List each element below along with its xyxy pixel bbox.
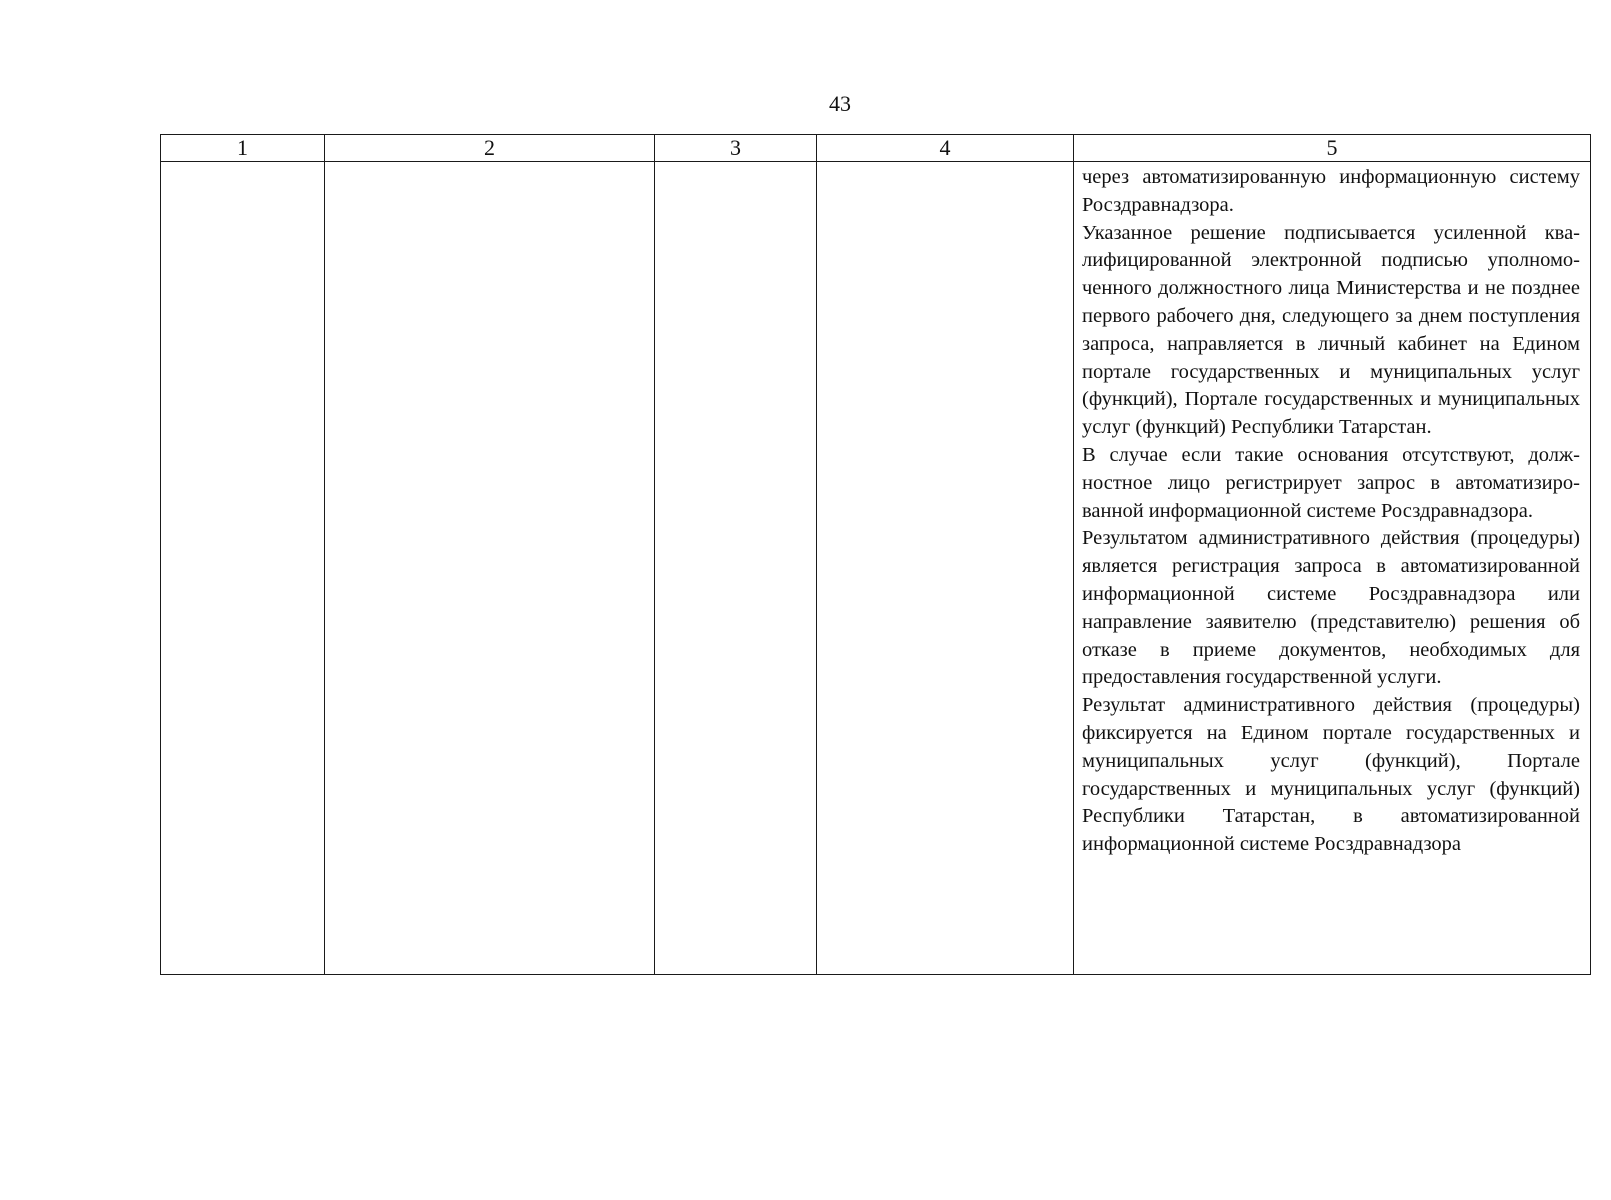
table-row: [161, 162, 1591, 975]
header-row: [161, 135, 1591, 162]
column-header-5: 5: [1074, 135, 1591, 162]
col5-text: [1074, 162, 1590, 859]
column-header-1: 1: [161, 135, 325, 162]
column-header-3: 3: [655, 135, 817, 162]
paragraph: Результатом административного действия (процедуры) является регистрация запроса в автоматизированной информационной системе Росздравнадзора или направление заявителю (представителю) решения об отказе в приеме документов, необходимых для предоставления государственной услуги.: [1082, 527, 1580, 689]
document-table: [160, 134, 1591, 975]
cell-col-3: [655, 162, 817, 975]
paragraph: через автоматизированную информационную систему Росздравнадзора.: [1082, 166, 1580, 216]
paragraph: Результат административного действия (процедуры) фиксируется на Едином портале государственных и муниципальных услуг (функций), Портале государственных и муниципальных услуг (функций) Республики Татарстан, в автоматизированной информационной системе Росздравнадзора: [1082, 694, 1580, 856]
cell-col-5: [1074, 162, 1591, 975]
paragraph: В случае если такие основания отсутствуют, должностное лицо регистрирует запрос в автоматизированной информационной системе Росздравнадзора.: [1082, 443, 1580, 522]
column-header-4: 4: [817, 135, 1074, 162]
cell-col-4: [817, 162, 1074, 975]
cell-col-1: [161, 162, 325, 975]
paragraph: Указанное решение подписывается усиленной квалифицированной электронной подписью уполномоченного должностного лица Министерства и не позднее первого рабочего дня, следующего за днем поступления запроса, направляется в личный кабинет на Едином портале государственных и муниципальных услуг (функций), Портале государственных и муниципальных услуг (функций) Республики Татарстан.: [1082, 221, 1580, 439]
column-header-2: 2: [325, 135, 655, 162]
cell-col-2: [325, 162, 655, 975]
page-number: 43: [829, 91, 851, 116]
